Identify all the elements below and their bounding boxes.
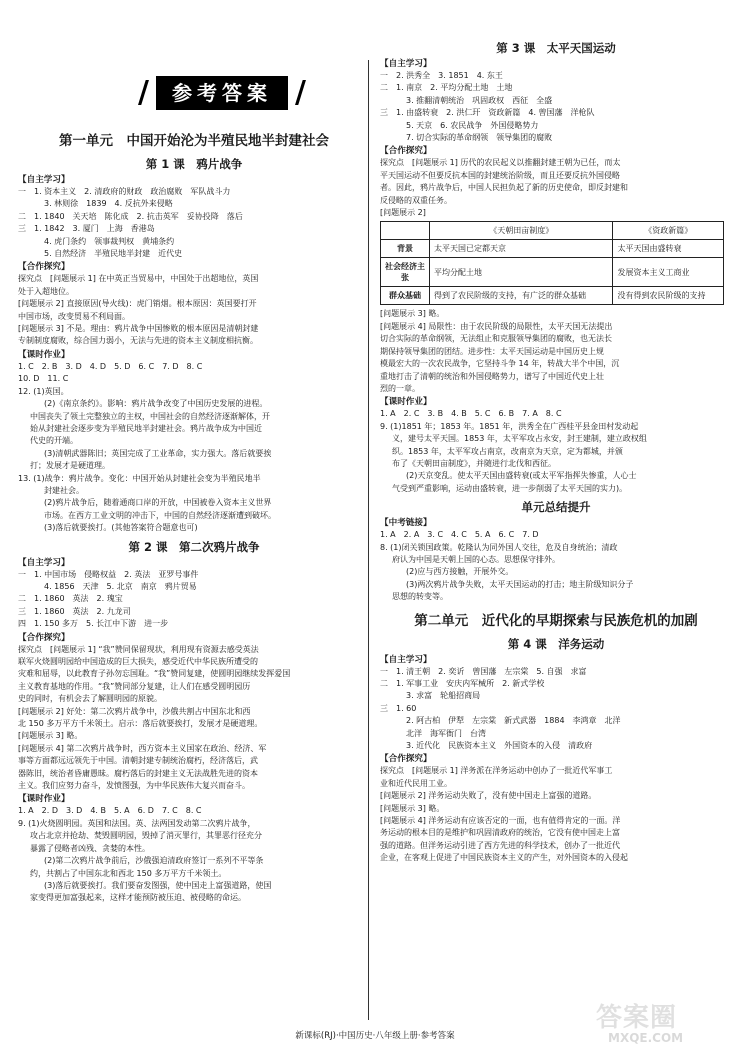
answer-line: (2)鸦片战争后，随着通商口岸的开放，中国被卷入资本主义世界 bbox=[44, 498, 272, 508]
answer-line: (2)第二次鸦片战争前后，沙俄强迫清政府签订一系列不平等条 bbox=[44, 856, 264, 866]
answer-line: 13. (1)战争：鸦片战争。变化：中国开始从封建社会变为半殖民地半 bbox=[18, 473, 261, 483]
answer-line: [问题展示 2] 洋务运动失败了，没有使中国走上富强的道路。 bbox=[380, 791, 597, 801]
answer-line: 主义。我们应努力奋斗，发愤图强，为中华民族伟大复兴而奋斗。 bbox=[18, 781, 250, 791]
answer-line: 3. 林则徐 1839 4. 反抗外来侵略 bbox=[44, 199, 173, 209]
answer-line: 府认为中国是天朝上国的心态。思想保守排外。 bbox=[392, 554, 560, 564]
row-label: 背景 bbox=[381, 240, 430, 258]
answer-line: 三 1. 60 bbox=[380, 703, 417, 713]
answer-line: 3. 推翻清朝统治 巩固政权 西征 全盛 bbox=[406, 95, 553, 105]
table-header-cell: 《天朝田亩制度》 bbox=[430, 222, 613, 240]
answer-line: 一 1. 资本主义 2. 清政府的财政 政治腐败 军队战斗力 bbox=[18, 187, 231, 196]
answer-line: 中国市场，改变贸易不利局面。 bbox=[18, 311, 130, 321]
left-column bbox=[18, 0, 370, 905]
answer-line: 4. 1856 天津 5. 北京 南京 鸦片贸易 bbox=[44, 581, 197, 591]
answer-line: 1. A 2. D 3. D 4. B 5. A 6. D 7. C 8. C bbox=[18, 806, 202, 816]
table-row bbox=[381, 287, 724, 305]
answer-line: 重地打击了清朝的统治和外国侵略势力，谱写了中国近代史上壮 bbox=[380, 371, 604, 381]
answer-line: 史的同时，有机会去了解圆明园的原貌。 bbox=[18, 694, 162, 704]
answer-line: 1. C 2. B 3. D 4. D 5. D 6. C 7. D 8. C bbox=[18, 361, 203, 371]
answer-line: (3)清朝武器陈旧；英国完成了工业革命，实力强大。落后就要挨 bbox=[44, 448, 272, 458]
answer-line: 探究点 [问题展示 1] “我”赞同保留现状，利用现有资源去感受英法 bbox=[18, 644, 259, 654]
table-cell: 太平天国由盛转衰 bbox=[613, 240, 724, 258]
section-heading: 【课时作业】 bbox=[380, 397, 432, 408]
table-cell: 没有得到农民阶级的支持 bbox=[613, 287, 724, 305]
lesson2-body bbox=[18, 557, 370, 905]
answer-line: 二 1. 1860 英法 2. 瑰宝 bbox=[18, 594, 123, 604]
answer-line: 10. D 11. C bbox=[18, 374, 69, 384]
answer-line: 北 150 多万平方千米领土。启示：落后就要挨打，发展才是硬道理。 bbox=[18, 719, 263, 729]
answer-line: 1. A 2. A 3. C 4. C 5. A 6. C 7. D bbox=[380, 530, 539, 540]
lesson3-title: 第 3 课 太平天国运动 bbox=[496, 41, 616, 55]
row-label: 社会经济主张 bbox=[381, 258, 430, 287]
answer-line: 4. 虎门条约 领事裁判权 黄埔条约 bbox=[44, 236, 175, 246]
answer-line: 探究点 [问题展示 1] 在中英正当贸易中，中国处于出超地位，英国 bbox=[18, 274, 259, 284]
answer-line: 联军火烧圆明园给中国造成的巨大损失，感受近代中华民族所遭受的 bbox=[18, 657, 258, 666]
answer-line: [问题展示 2] bbox=[380, 208, 426, 218]
answer-line: [问题展示 2] 好处：第二次鸦片战争中，沙俄共割占中国东北和西 bbox=[18, 706, 251, 716]
page-footer: 新课标(RJ)·中国历史·八年级上册·参考答案 bbox=[295, 1031, 455, 1041]
lesson1-body bbox=[18, 174, 370, 535]
answer-line: 9. (1)1851 年；1853 年。1851 年，洪秀全在广西桂平县金田村发动起 bbox=[380, 421, 639, 431]
answer-line: 3. 求富 轮船招商局 bbox=[406, 691, 481, 701]
answer-line: 封建社会。 bbox=[44, 485, 84, 495]
lesson4-title: 第 4 课 洋务运动 bbox=[507, 636, 605, 651]
table-row bbox=[381, 258, 724, 287]
answer-line: 反侵略的双重任务。 bbox=[380, 195, 452, 205]
section-heading: 【合作探究】 bbox=[380, 146, 432, 157]
answer-line: 二 1. 南京 2. 平均分配土地 土地 bbox=[380, 83, 513, 93]
section-heading: 【课时作业】 bbox=[18, 349, 70, 360]
answer-line: 攻占北京并抢劫、焚毁圆明园，毁掉了消灭罪行，其罪恶行径充分 bbox=[30, 831, 262, 841]
unit2-title: 第二单元 近代化的早期探索与民族危机的加剧 bbox=[414, 612, 698, 629]
answer-line: 8. (1)闭关锁国政策。乾隆认为同外国人交往，危及自身统治；清政 bbox=[380, 542, 618, 552]
answer-line: 三 1. 由盛转衰 2. 洪仁玕 资政新篇 4. 曾国藩 洋枪队 bbox=[380, 108, 595, 118]
section-heading: 【自主学习】 bbox=[380, 654, 432, 665]
lesson3-body-a bbox=[380, 58, 732, 219]
lesson4-body bbox=[380, 654, 732, 865]
answer-line: 模最宏大的一次农民战争，它坚持斗争 14 年，转战大半个中国，沉 bbox=[380, 359, 620, 369]
answer-line: 事等方面都远远领先于中国。清朝封建专制统治腐朽，经济落后，武 bbox=[18, 756, 258, 766]
answer-line: 气受到严重影响，运动由盛转衰，进一步削弱了太平天国的实力)。 bbox=[392, 483, 628, 493]
answer-line: 三 1. 1860 英法 2. 九龙司 bbox=[18, 606, 131, 616]
table-header-cell bbox=[381, 222, 430, 240]
answer-line: 始从封建社会逐步变为半殖民地半封建社会。鸦片战争成为中国近 bbox=[30, 423, 262, 433]
section-heading: 【自主学习】 bbox=[380, 59, 432, 69]
unit-summary-body bbox=[380, 517, 732, 603]
answer-line: 织。1853 年，太平军攻占南京，改南京为天京，定为都城，并颁 bbox=[392, 446, 623, 456]
answer-line: 探究点 [问题展示 1] 历代的农民起义以推翻封建王朝为已任，而太 bbox=[380, 158, 621, 168]
section-heading: 【课时作业】 bbox=[18, 794, 70, 805]
answer-line: 务运动的根本目的是维护和巩固清政府的统治，它没有使中国走上富 bbox=[380, 828, 620, 838]
table-header-row bbox=[381, 222, 724, 240]
column-divider bbox=[368, 60, 369, 1020]
answer-line: 平天国运动不但要反抗本国的封建统治阶级，而且还要反抗外国侵略 bbox=[380, 170, 620, 180]
section-heading: 【自主学习】 bbox=[18, 557, 70, 568]
answer-line: 5. 天京 6. 农民战争 外国侵略势力 bbox=[406, 120, 539, 130]
section-heading: 【合作探究】 bbox=[18, 262, 70, 273]
answer-line: 一 2. 洪秀全 3. 1851 4. 东王 bbox=[380, 71, 503, 80]
table-cell: 得到了农民阶级的支持，有广泛的群众基础 bbox=[430, 287, 613, 305]
answer-line: 打；发展才是硬道理。 bbox=[30, 461, 110, 471]
answer-line: 灾难和屈辱，以此教育子孙勿忘国耻。“我”赞同复建，使圆明园继续发挥爱国 bbox=[18, 669, 291, 679]
answer-line: 中国丧失了领土完整独立的主权，中国社会的自然经济逐渐解体，开 bbox=[30, 411, 270, 421]
answer-line: 三 1. 1842 3. 厦门 上海 香港岛 bbox=[18, 224, 155, 234]
answer-line: 切合实际的革命纲领，无法组止和克服领导集团的腐败，也无法长 bbox=[380, 334, 612, 344]
table-cell: 平均分配土地 bbox=[430, 258, 613, 287]
answer-line: 一 1. 清王朝 2. 奕䜣 曾国藩 左宗棠 5. 自强 求富 bbox=[380, 666, 587, 676]
answer-line: 暴露了侵略者凶残、贪婪的本性。 bbox=[30, 843, 150, 853]
answer-line: 四 1. 150 多万 5. 长江中下游 进一步 bbox=[18, 619, 169, 629]
answer-line: 者。因此，鸦片战争后，中国人民担负起了新的历史使命，即反封建和 bbox=[380, 183, 628, 193]
answer-line: [问题展示 4] 洋务运动有应该否定的一面，也有值得肯定的一面。洋 bbox=[380, 816, 621, 826]
right-column bbox=[380, 0, 732, 865]
answer-line: 12. (1)英国。 bbox=[18, 386, 69, 396]
answer-line: (2)《南京条约》。影响：鸦片战争改变了中国历史发展的进程。 bbox=[44, 399, 268, 409]
answer-line: [问题展示 3] 略。 bbox=[18, 731, 83, 741]
answer-line: 代史的开端。 bbox=[30, 436, 78, 446]
answer-line: 3. 近代化 民族资本主义 外国资本的入侵 清政府 bbox=[406, 741, 593, 751]
answer-line: [问题展示 4] 第二次鸦片战争时，西方资本主义国家在政治、经济、军 bbox=[18, 743, 267, 753]
answer-line: [问题展示 3] 略。 bbox=[380, 803, 445, 813]
row-label: 群众基础 bbox=[381, 287, 430, 305]
unit-summary-title: 单元总结提升 bbox=[521, 500, 591, 515]
answer-line: 家变得更加富强起来，这样才能预防被压迫、被侵略的命运。 bbox=[30, 893, 246, 903]
answer-line: [问题展示 3] 不是。理由：鸦片战争中国惨败的根本原因是清朝封建 bbox=[18, 324, 259, 334]
watermark-url: MXQE.COM bbox=[608, 1031, 684, 1045]
answer-line: 二 1. 军事工业 安庆内军械所 2. 新式学校 bbox=[380, 679, 545, 688]
answer-line: (2)应与西方接触，开展外交。 bbox=[406, 567, 514, 577]
answer-line: 9. (1)火烧圆明园。英国和法国。英、法两国发动第二次鸦片战争， bbox=[18, 818, 256, 828]
answer-line: 7. 切合实际的革命纲领 领导集团的腐败 bbox=[406, 133, 553, 143]
answer-line: (3)两次鸦片战争失败，太平天国运动的打击；地主阶级知识分子 bbox=[406, 579, 634, 589]
table-row bbox=[381, 240, 724, 258]
answer-line: 强的道路。但洋务运动引进了西方先进的科学技术，创办了一批近代 bbox=[380, 840, 620, 850]
answer-line: 业和近代民用工业。 bbox=[380, 778, 452, 788]
unit1-title: 第一单元 中国开始沦为半殖民地半封建社会 bbox=[59, 133, 329, 149]
answer-line: 思想的转变等。 bbox=[392, 592, 448, 602]
watermark-logo: 答案圈 bbox=[596, 1003, 678, 1033]
answer-line: 探究点 [问题展示 1] 洋务派在洋务运动中创办了一批近代军事工 bbox=[380, 766, 613, 776]
banner-title: 参考答案 bbox=[156, 76, 288, 110]
section-heading: 【自主学习】 bbox=[18, 175, 70, 185]
answer-line: 5. 自然经济 半殖民地半封建 近代史 bbox=[44, 249, 183, 259]
answer-line: 布了《天朝田亩制度》，并随进行北伐和西征。 bbox=[392, 458, 556, 468]
lesson1-title: 第 1 课 鸦片战争 bbox=[145, 157, 243, 171]
comparison-table bbox=[380, 221, 724, 305]
section-heading: 【中考链接】 bbox=[380, 518, 432, 529]
answer-line: [问题展示 3] 略。 bbox=[380, 309, 445, 319]
banner-slash-right: / bbox=[295, 75, 306, 110]
answer-line: 主义教育基地的作用。“我”赞同部分复建，让人们在感受圆明园历 bbox=[18, 681, 251, 691]
lesson2-title: 第 2 课 第二次鸦片战争 bbox=[128, 539, 260, 554]
answer-line: 1. A 2. C 3. B 4. B 5. C 6. B 7. A 8. C bbox=[380, 409, 562, 419]
answer-line: [问题展示 4] 局限性：由于农民阶级的局限性，太平天国无法提出 bbox=[380, 321, 613, 331]
answer-line: (3)落后就要挨打。(其他答案符合题意也可) bbox=[44, 523, 198, 533]
answer-line: 一 1. 中国市场 侵略权益 2. 英法 亚罗号事件 bbox=[18, 569, 199, 579]
banner-slash-left: / bbox=[138, 75, 149, 110]
answer-line: 企业，在客观上促进了中国民族资本主义的产生，对外国资本的入侵起 bbox=[380, 853, 628, 863]
answer-line: 期保持领导集团的团结。进步性：太平天国运动是中国历史上规 bbox=[380, 346, 604, 356]
answer-line: 处于入超地位。 bbox=[18, 286, 74, 296]
answer-line: 义，建号太平天国。1853 年，太平军攻占永安，封王建制，建立政权组 bbox=[392, 434, 647, 444]
answer-banner bbox=[138, 76, 306, 110]
table-cell: 太平天国已定都天京 bbox=[430, 240, 613, 258]
answer-line: 2. 阿古柏 伊犁 左宗棠 新式武器 1884 李鸿章 北洋 bbox=[406, 716, 621, 726]
answer-line: 市场。在西方工业文明的冲击下，中国的自然经济逐渐遭到破坏。 bbox=[44, 510, 276, 520]
answer-line: (3)落后就要挨打。我们要奋发图强，使中国走上富强道路，使国 bbox=[44, 880, 272, 890]
answer-line: 二 1. 1840 关天培 陈化成 2. 抗击英军 妥协投降 落后 bbox=[18, 211, 243, 221]
answer-line: 器陈旧，统治者昏庸愚昧。腐朽落后的封建主义无法战胜先进的资本 bbox=[18, 768, 258, 778]
section-heading: 【合作探究】 bbox=[18, 632, 70, 643]
table-header-cell: 《资政新篇》 bbox=[613, 222, 724, 240]
answer-line: 专制制度腐败，综合国力弱小，无法与先进的资本主义制度相抗衡。 bbox=[18, 336, 258, 346]
answer-line: (2)天京变乱。使太平天国由盛转衰(或太平军指挥失惨重，人心士 bbox=[406, 471, 637, 481]
answer-line: 北洋 海军衙门 台湾 bbox=[406, 728, 486, 738]
answer-line: 烈的一章。 bbox=[380, 383, 420, 393]
answer-line: [问题展示 2] 直接原因(导火线)：虎门销烟。根本原因：英国要打开 bbox=[18, 299, 257, 309]
answer-line: 约，共割占了中国东北和西北 150 多万平方千米领土。 bbox=[30, 868, 227, 878]
table-cell: 发展资本主义工商业 bbox=[613, 258, 724, 287]
lesson3-body-b bbox=[380, 308, 732, 495]
section-heading: 【合作探究】 bbox=[380, 754, 432, 765]
